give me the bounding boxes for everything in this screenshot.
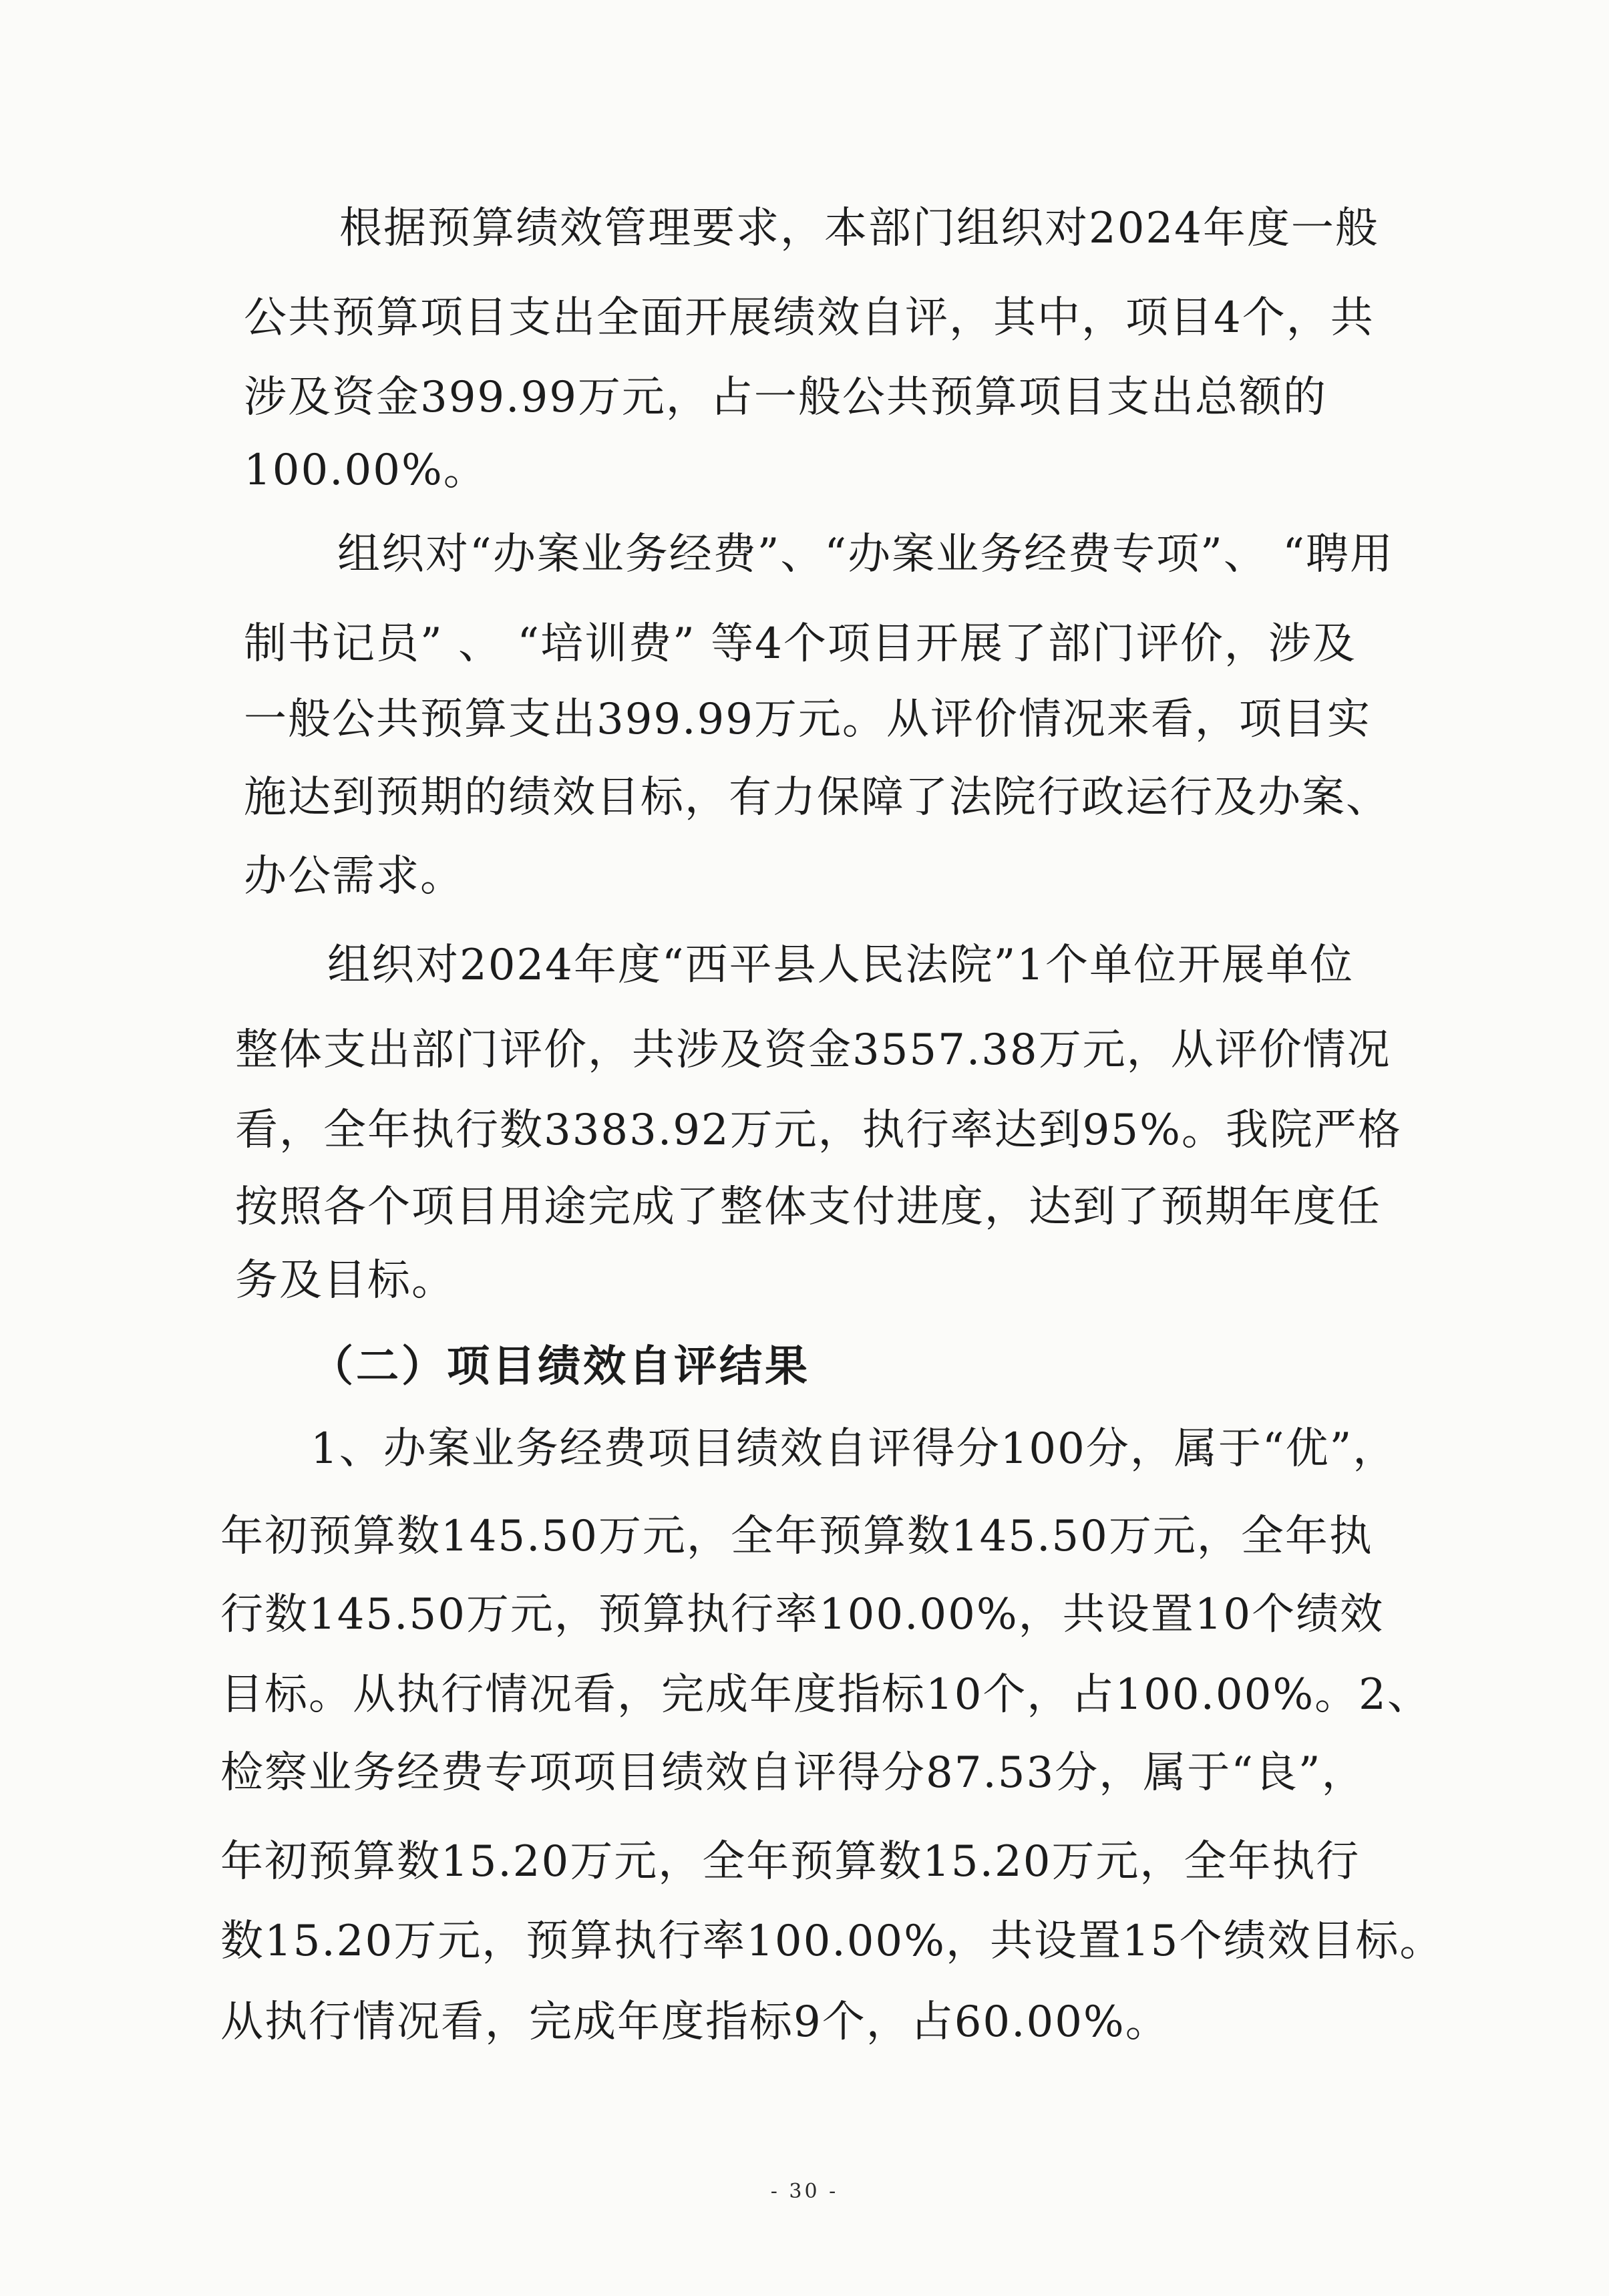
paragraph-4-line-6: 年初预算数15.20万元，全年预算数15.20万元，全年执行 [220,1837,1361,1887]
paragraph-3-line-3: 看，全年执行数3383.92万元，执行率达到95%。我院严格 [235,1106,1402,1155]
paragraph-4-line-3: 行数145.50万元，预算执行率100.00%，共设置10个绩效 [220,1590,1385,1639]
paragraph-4-line-1: 1、办案业务经费项目绩效自评得分100分，属于“优”， [311,1424,1397,1474]
paragraph-2-line-1: 组织对“办案业务经费”、“办案业务经费专项”、 “聘用 [337,530,1394,579]
paragraph-2-line-3: 一般公共预算支出399.99万元。从评价情况来看，项目实 [244,695,1371,744]
page-number: - 30 - [770,2180,839,2203]
paragraph-4-line-2: 年初预算数145.50万元，全年预算数145.50万元，全年执 [220,1512,1373,1561]
paragraph-4-line-5: 检察业务经费专项项目绩效自评得分87.53分，属于“良”， [220,1748,1366,1798]
paragraph-4-line-7: 数15.20万元，预算执行率100.00%，共设置15个绩效目标。 [220,1917,1444,1966]
paragraph-2-line-2: 制书记员” 、 “培训费” 等4个项目开展了部门评价，涉及 [244,619,1357,669]
paragraph-1-line-3: 涉及资金399.99万元，占一般公共预算项目支出总额的 [244,373,1327,422]
paragraph-3-line-1: 组织对2024年度“西平县人民法院”1个单位开展单位 [327,941,1355,990]
paragraph-1-line-1: 根据预算绩效管理要求，本部门组织对2024年度一般 [339,204,1379,253]
paragraph-3-line-2: 整体支出部门评价，共涉及资金3557.38万元，从评价情况 [235,1025,1391,1075]
paragraph-4-line-4: 目标。从执行情况看，完成年度指标10个，占100.00%。2、 [220,1670,1431,1719]
paragraph-2-line-5: 办公需求。 [244,852,464,901]
paragraph-2-line-4: 施达到预期的绩效目标，有力保障了法院行政运行及办案、 [244,773,1390,822]
paragraph-4-line-8: 从执行情况看，完成年度指标9个，占60.00%。 [220,1997,1170,2047]
section-heading: （二）项目绩效自评结果 [311,1342,810,1391]
paragraph-3-line-4: 按照各个项目用途完成了整体支付进度，达到了预期年度任 [235,1182,1381,1232]
paragraph-1-line-2: 公共预算项目支出全面开展绩效自评，其中，项目4个，共 [244,293,1375,343]
paragraph-1-line-4: 100.00%。 [244,446,488,495]
paragraph-3-line-5: 务及目标。 [235,1256,456,1305]
